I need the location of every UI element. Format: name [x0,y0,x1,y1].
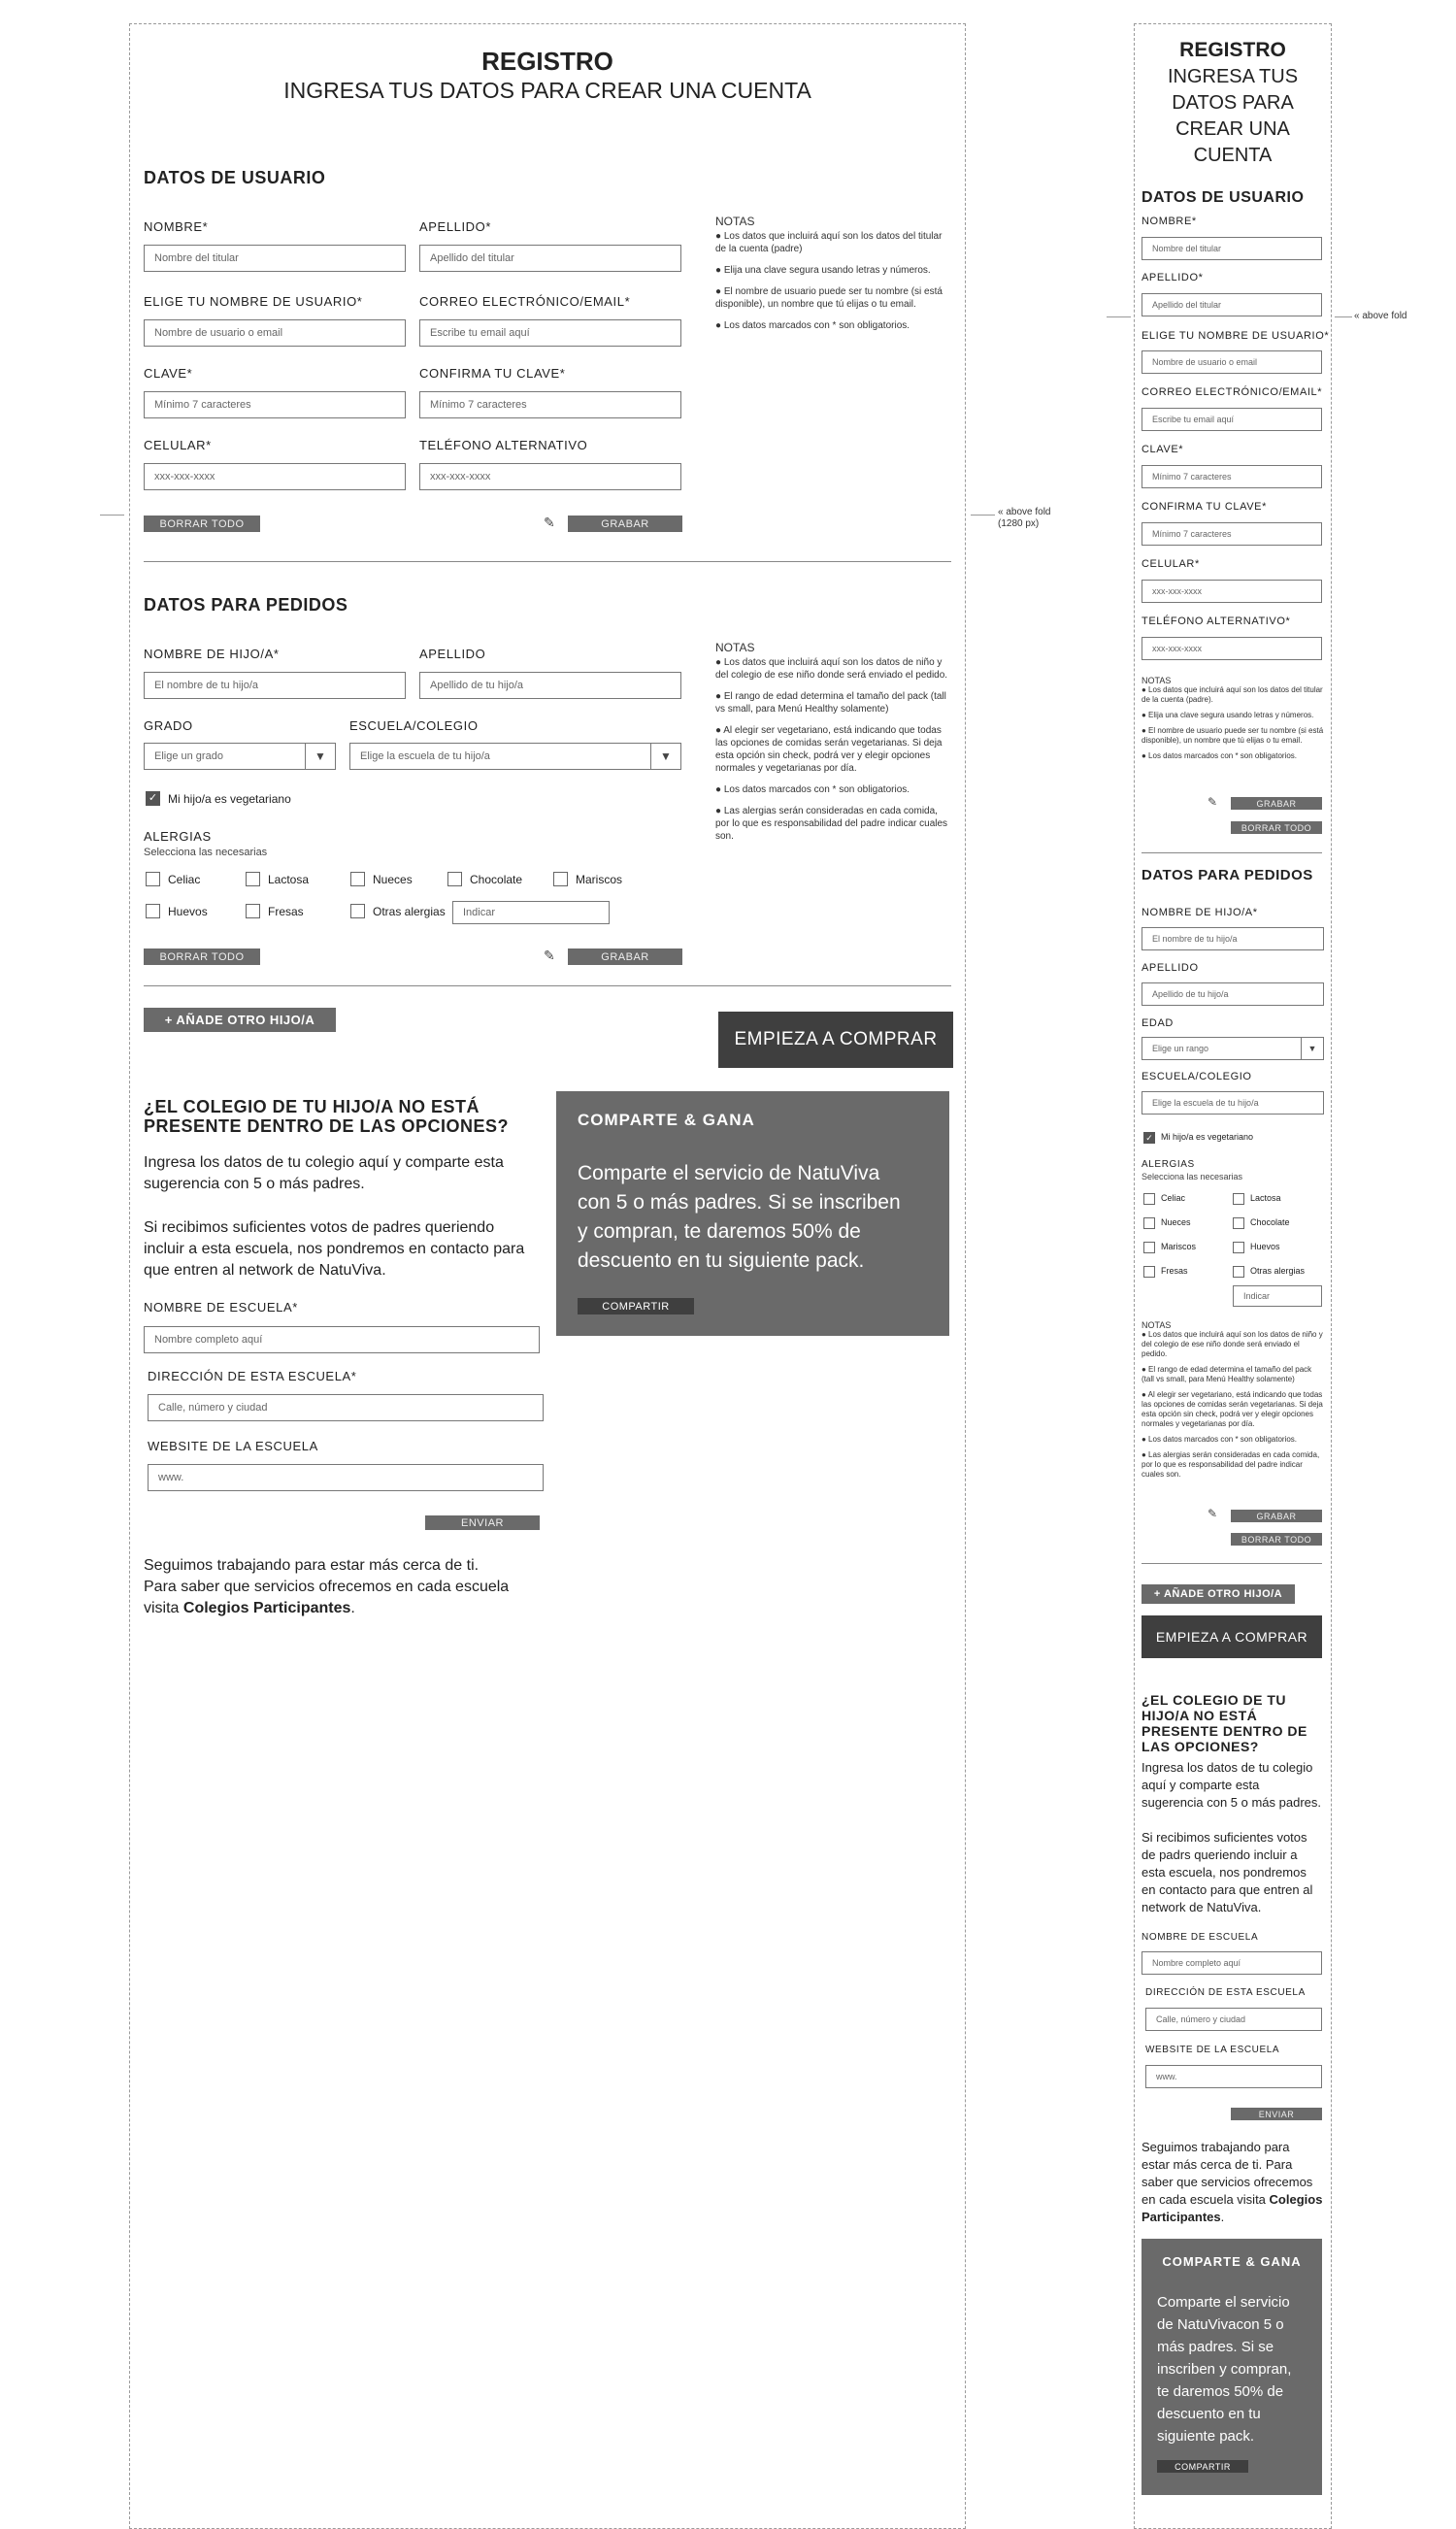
allergy-checkbox-chocolate[interactable] [1233,1217,1244,1229]
section-divider [1142,852,1322,853]
allergies-title: ALERGIAS [144,829,212,844]
text-line: descuento en tu [1157,2406,1261,2422]
other-allergy-input[interactable]: Indicar [1233,1285,1322,1307]
text-line [144,1598,509,1619]
add-child-button[interactable]: + AÑADE OTRO HIJO/A [1142,1584,1295,1604]
text-line: HIJO/A NO ESTÁ [1142,1708,1258,1723]
text-line [1142,2191,1322,2209]
text-line: te daremos 50% de [1157,2383,1284,2400]
edad-select[interactable] [1142,1037,1324,1060]
allergy-label: Lactosa [268,873,310,886]
confirma-label: CONFIRMA TU CLAVE* [1142,501,1267,513]
allergy-checkbox-fresas[interactable] [1143,1266,1155,1278]
text-fragment: en cada escuela visita [1142,2192,1266,2207]
text-line: estar más cerca de ti. Para [1142,2157,1293,2172]
fold-marker-right [971,515,995,516]
allergy-checkbox-chocolate[interactable] [447,872,462,886]
vegetarian-label: Mi hijo/a es vegetariano [1161,1132,1254,1142]
nombre-label: NOMBRE* [1142,216,1197,227]
allergy-checkbox-fresas[interactable] [246,904,260,918]
nombre-input[interactable]: Nombre del titular [144,245,406,272]
usuario-label: ELIGE TU NOMBRE DE USUARIO* [1142,330,1330,342]
school-name-label: NOMBRE DE ESCUELA [1142,1932,1259,1943]
text-line: inscriben y compran, [1157,2361,1292,2378]
school-name-label: NOMBRE DE ESCUELA* [144,1300,298,1314]
send-button[interactable]: ENVIAR [1231,2108,1322,2120]
start-shopping-button[interactable]: EMPIEZA A COMPRAR [718,1012,953,1068]
user-clear-button[interactable]: BORRAR TODO [144,516,260,532]
text-line: siguiente pack. [1157,2428,1255,2445]
allergy-checkbox-mariscos[interactable] [1143,1242,1155,1253]
allergy-label: Otras alergias [1250,1266,1306,1276]
notes-title: NOTAS [715,215,755,228]
mobile-school-heading [1142,1692,1307,1754]
clave-label: CLAVE* [144,366,193,381]
allergy-label: Otras alergias [373,905,446,918]
escuela-input[interactable]: Elige la escuela de tu hijo/a [1142,1091,1324,1115]
apellido-hijo-input[interactable]: Apellido de tu hijo/a [419,672,681,699]
note-item: ● Los datos marcados con * son obligatorios. [1142,1435,1298,1444]
school-heading-line: PRESENTE DENTRO DE LAS OPCIONES? [144,1116,510,1136]
edad-label: EDAD [1142,1017,1174,1029]
text-line: CUENTA [1193,145,1273,166]
user-notes [715,216,948,341]
fold-note: « above fold [998,507,1051,517]
text-line: Comparte el servicio de NatuViva [578,1162,880,1184]
participating-schools-link[interactable]: Colegios Participantes [182,1600,351,1616]
note-item: ● El nombre de usuario puede ser tu nombre (si está disponible), un nombre que tú elijas o tu email. [715,286,943,310]
text-line: PRESENTE DENTRO DE [1142,1723,1307,1739]
correo-label: CORREO ELECTRÓNICO/EMAIL* [419,294,631,309]
share-text [1157,2291,1291,2447]
pencil-icon: ✎ [544,515,555,530]
page-title: REGISTRO [481,47,613,76]
telefono-input[interactable]: xxx-xxx-xxxx [419,463,681,490]
participating-schools-link[interactable]: Participantes [1142,2210,1221,2224]
notes-title: NOTAS [715,641,755,654]
text-line: Comparte el servicio [1157,2294,1290,2311]
mobile-orders-notes [1142,1320,1326,1485]
pencil-icon: ✎ [1208,795,1218,809]
orders-save-button[interactable]: GRABAR [568,948,682,965]
user-save-button[interactable]: GRABAR [568,516,682,532]
allergy-label: Chocolate [470,873,523,886]
vegetarian-checkbox[interactable]: ✓ [1143,1132,1155,1144]
allergy-checkbox-nueces[interactable] [1143,1217,1155,1229]
note-item: ● El rango de edad determina el tamaño del pack (tall vs small, para Menú Healthy solamente) [715,691,946,715]
mobile-user-notes [1142,676,1326,767]
note-item: ● Los datos que incluirá aquí son los datos del titular de la cuenta (padre). [1142,685,1323,704]
usuario-input[interactable]: Nombre de usuario o email [144,319,406,347]
text-line: Ingresa los datos de tu colegio aquí y comparte esta [144,1154,504,1171]
orders-clear-button[interactable]: BORRAR TODO [1231,1533,1322,1546]
confirma-input[interactable]: Mínimo 7 caracteres [1142,522,1322,546]
text-line [1142,2209,1322,2226]
orders-notes [715,642,950,851]
text-line: Para saber que servicios ofrecemos en cada escuela [144,1579,510,1595]
text-line: y compran, te daremos 50% de [578,1220,861,1243]
escuela-label: ESCUELA/COLEGIO [1142,1071,1252,1082]
participating-schools-link[interactable]: Colegios [1269,2192,1323,2207]
user-section-heading: DATOS DE USUARIO [144,168,326,187]
school-name-input[interactable]: Nombre completo aquí [144,1326,540,1353]
school-address-label: DIRECCIÓN DE ESTA ESCUELA* [148,1369,357,1383]
section-divider [1142,1563,1322,1564]
text-line: Seguimos trabajando para estar más cerca de ti. [144,1557,480,1574]
grado-label: GRADO [144,718,193,733]
start-shopping-button[interactable]: EMPIEZA A COMPRAR [1142,1615,1322,1658]
share-button[interactable]: COMPARTIR [1157,2460,1248,2473]
hijo-label: NOMBRE DE HIJO/A* [144,647,280,661]
note-item: ● Al elegir ser vegetariano, está indicando que todas las opciones de comidas serán vegetarianas. Si deja esta opción sin check, podrá ver y elegir opciones normales y vegetarianas por día. [715,725,943,774]
school-website-input[interactable]: www. [1145,2065,1322,2088]
celular-input[interactable]: xxx-xxx-xxxx [144,463,406,490]
share-card [556,1091,949,1336]
apellido-label: APELLIDO* [419,219,492,234]
allergy-checkbox-lactosa[interactable] [246,872,260,886]
send-button[interactable]: ENVIAR [425,1515,540,1530]
text-line: DATOS PARA [1172,92,1294,114]
allergy-label: Chocolate [1250,1217,1290,1227]
escuela-value: Elige la escuela de tu hijo/a [360,750,490,762]
vegetarian-checkbox[interactable]: ✓ [146,791,160,806]
apellido-input[interactable]: Apellido del titular [1142,293,1322,316]
school-footer [144,1555,509,1619]
user-clear-button[interactable]: BORRAR TODO [1231,821,1322,834]
mobile-user-heading: DATOS DE USUARIO [1142,189,1305,206]
add-child-button[interactable]: + AÑADE OTRO HIJO/A [144,1008,336,1032]
other-allergy-input[interactable]: Indicar [452,901,610,924]
note-item: ● Elija una clave segura usando letras y números. [715,265,931,276]
text-fragment: visita [144,1600,183,1616]
orders-section-heading: DATOS PARA PEDIDOS [144,595,348,615]
text-line: incluir a esta escuela, nos pondremos en contacto para [144,1241,525,1257]
note-item: ● Las alergias serán consideradas en cada comida, por lo que es responsabilidad del padre indicar cuales son. [715,806,948,842]
apellido-hijo-label: APELLIDO [1142,962,1199,974]
allergy-label: Celiac [168,873,201,886]
confirma-label: CONFIRMA TU CLAVE* [419,366,566,381]
school-name-input[interactable]: Nombre completo aquí [1142,1951,1322,1975]
clave-input[interactable]: Mínimo 7 caracteres [144,391,406,418]
mobile-school-footer [1142,2139,1322,2226]
allergy-label: Fresas [268,905,304,918]
note-item: ● El nombre de usuario puede ser tu nombre (si está disponible), un nombre que tú elijas o tu email. [1142,726,1324,745]
hijo-label: NOMBRE DE HIJO/A* [1142,907,1258,918]
allergy-label: Huevos [1250,1242,1280,1251]
hijo-input[interactable]: El nombre de tu hijo/a [144,672,406,699]
note-item: ● Los datos que incluirá aquí son los datos de niño y del colegio de ese niño donde será enviado el pedido. [715,657,948,681]
allergy-checkbox-nueces[interactable] [350,872,365,886]
celular-input[interactable]: xxx-xxx-xxxx [1142,580,1322,603]
school-website-label: WEBSITE DE LA ESCUELA [1145,2045,1280,2055]
telefono-label: TELÉFONO ALTERNATIVO [419,438,588,452]
mobile-school-paragraph-1 [1142,1759,1321,1812]
pencil-icon: ✎ [544,948,555,963]
orders-clear-button[interactable]: BORRAR TODO [144,948,260,965]
correo-label: CORREO ELECTRÓNICO/EMAIL* [1142,386,1323,398]
orders-save-button[interactable]: GRABAR [1231,1510,1322,1522]
allergy-label: Nueces [373,873,413,886]
share-title: COMPARTE & GANA [1162,2254,1302,2269]
school-address-input[interactable]: Calle, número y ciudad [1145,2008,1322,2031]
telefono-input[interactable]: xxx-xxx-xxxx [1142,637,1322,660]
allergy-checkbox-mariscos[interactable] [553,872,568,886]
nombre-input[interactable]: Nombre del titular [1142,237,1322,260]
telefono-label: TELÉFONO ALTERNATIVO* [1142,616,1291,627]
text-line: ¿EL COLEGIO DE TU [1142,1692,1287,1708]
section-divider [144,985,951,986]
vegetarian-label: Mi hijo/a es vegetariano [168,792,291,806]
text-line: Si recibimos suficientes votos [1142,1830,1307,1845]
allergy-checkbox-otras[interactable] [350,904,365,918]
share-button[interactable]: COMPARTIR [578,1298,694,1314]
text-line: Ingresa los datos de tu colegio [1142,1760,1313,1775]
text-fragment: . [350,1600,355,1616]
usuario-input[interactable]: Nombre de usuario o email [1142,350,1322,374]
allergy-label: Huevos [168,905,208,918]
text-line: de NatuVivacon 5 o [1157,2316,1284,2333]
allergy-checkbox-lactosa[interactable] [1233,1193,1244,1205]
fold-note-px: (1280 px) [998,518,1040,529]
text-line: de padrs queriendo incluir a [1142,1847,1298,1862]
school-address-label: DIRECCIÓN DE ESTA ESCUELA [1145,1987,1306,1998]
text-line: que entren al network de NatuViva. [144,1262,386,1279]
nombre-label: NOMBRE* [144,219,209,234]
text-line: Si recibimos suficientes votos de padres queriendo [144,1219,495,1236]
celular-label: CELULAR* [1142,558,1200,570]
text-line: descuento en tu siguiente pack. [578,1249,865,1272]
note-item: ● Los datos que incluirá aquí son los datos de niño y del colegio de ese niño donde será enviado el pedido. [1142,1330,1323,1358]
allergy-label: Lactosa [1250,1193,1281,1203]
text-line: LAS OPCIONES? [1142,1739,1259,1754]
user-save-button[interactable]: GRABAR [1231,797,1322,810]
allergies-title: ALERGIAS [1142,1159,1195,1170]
clave-input[interactable]: Mínimo 7 caracteres [1142,465,1322,488]
share-text [578,1159,901,1276]
escuela-label: ESCUELA/COLEGIO [349,718,479,733]
hijo-input[interactable]: El nombre de tu hijo/a [1142,927,1324,950]
fold-marker-left [1107,316,1131,317]
fold-marker-left [100,515,124,516]
allergy-label: Mariscos [1161,1242,1197,1251]
note-item: ● Al elegir ser vegetariano, está indicando que todas las opciones de comidas serán vegetarianas. Si deja esta opción sin check, podrá ver y elegir opciones normales y vegetarianas por día. [1142,1390,1323,1428]
text-line: sugerencia con 5 o más padres. [1142,1795,1321,1810]
notes-title: NOTAS [1142,1320,1172,1330]
notes-title: NOTAS [1142,676,1172,685]
apellido-label: APELLIDO* [1142,272,1204,283]
note-item: ● Los datos marcados con * son obligatorios. [715,320,910,331]
school-paragraph-2 [144,1217,524,1281]
mobile-share-card [1142,2239,1322,2495]
allergy-checkbox-celiac[interactable] [1143,1193,1155,1205]
apellido-hijo-input[interactable]: Apellido de tu hijo/a [1142,982,1324,1006]
allergy-checkbox-otras[interactable] [1233,1266,1244,1278]
page-subtitle: INGRESA TUS DATOS PARA CREAR UNA CUENTA [283,78,811,103]
school-website-label: WEBSITE DE LA ESCUELA [148,1439,318,1453]
allergy-label: Mariscos [576,873,623,886]
text-line: INGRESA TUS [1167,66,1299,87]
escuela-select[interactable] [349,743,681,770]
text-line: con 5 o más padres. Si se inscriben [578,1191,901,1214]
chevron-down-icon: ▼ [650,744,680,769]
text-line: esta escuela, nos pondremos [1142,1865,1307,1880]
grado-select[interactable] [144,743,336,770]
chevron-down-icon: ▼ [305,744,335,769]
grado-value: Elige un grado [154,750,223,762]
text-line: en contacto para que entren al [1142,1882,1313,1897]
note-item: ● Los datos marcados con * son obligatorios. [715,784,910,795]
text-line: sugerencia con 5 o más padres. [144,1176,365,1192]
mobile-page-subtitle [1134,64,1332,169]
mobile-page-title: REGISTRO [1179,39,1286,61]
edad-value: Elige un rango [1152,1044,1209,1053]
confirma-input[interactable]: Mínimo 7 caracteres [419,391,681,418]
chevron-down-icon: ▼ [1301,1038,1323,1059]
allergies-subtitle: Selecciona las necesarias [1142,1172,1243,1181]
school-paragraph-1 [144,1152,504,1195]
celular-label: CELULAR* [144,438,212,452]
note-item: ● El rango de edad determina el tamaño del pack (tall vs small, para Menú Healthy solamente) [1142,1365,1312,1383]
apellido-input[interactable]: Apellido del titular [419,245,681,272]
allergies-subtitle: Selecciona las necesarias [144,847,268,858]
text-line: saber que servicios ofrecemos [1142,2175,1313,2189]
text-line: CREAR UNA [1175,118,1290,140]
text-line: Seguimos trabajando para [1142,2140,1290,2154]
text-line: aquí y comparte esta [1142,1778,1260,1792]
school-address-input[interactable]: Calle, número y ciudad [148,1394,544,1421]
apellido-hijo-label: APELLIDO [419,647,486,661]
usuario-label: ELIGE TU NOMBRE DE USUARIO* [144,294,363,309]
fold-note: « above fold [1354,311,1407,321]
note-item: ● Los datos marcados con * son obligatorios. [1142,751,1298,760]
correo-input[interactable]: Escribe tu email aquí [419,319,681,347]
correo-input[interactable]: Escribe tu email aquí [1142,408,1322,431]
note-item: ● Los datos que incluirá aquí son los datos del titular de la cuenta (padre) [715,231,943,254]
allergy-label: Celiac [1161,1193,1186,1203]
allergy-checkbox-huevos[interactable] [1233,1242,1244,1253]
note-item: ● Las alergias serán consideradas en cada comida, por lo que es responsabilidad del padre indicar cuales son. [1142,1450,1320,1479]
mobile-orders-heading: DATOS PARA PEDIDOS [1142,867,1313,883]
allergy-checkbox-celiac[interactable] [146,872,160,886]
note-item: ● Elija una clave segura usando letras y números. [1142,711,1314,719]
text-line: más padres. Si se [1157,2339,1274,2355]
allergy-label: Fresas [1161,1266,1188,1276]
school-website-input[interactable]: www. [148,1464,544,1491]
section-divider [144,561,951,562]
school-heading [144,1097,509,1136]
text-line: network de NatuViva. [1142,1900,1262,1914]
clave-label: CLAVE* [1142,444,1184,455]
text-fragment: . [1220,2210,1225,2224]
pencil-icon: ✎ [1208,1507,1218,1520]
school-heading-line: ¿EL COLEGIO DE TU HIJO/A NO ESTÁ [144,1097,480,1116]
mobile-school-paragraph-2 [1142,1829,1312,1916]
fold-marker-right [1335,316,1352,317]
allergy-checkbox-huevos[interactable] [146,904,160,918]
share-title: COMPARTE & GANA [578,1111,755,1129]
allergy-label: Nueces [1161,1217,1191,1227]
